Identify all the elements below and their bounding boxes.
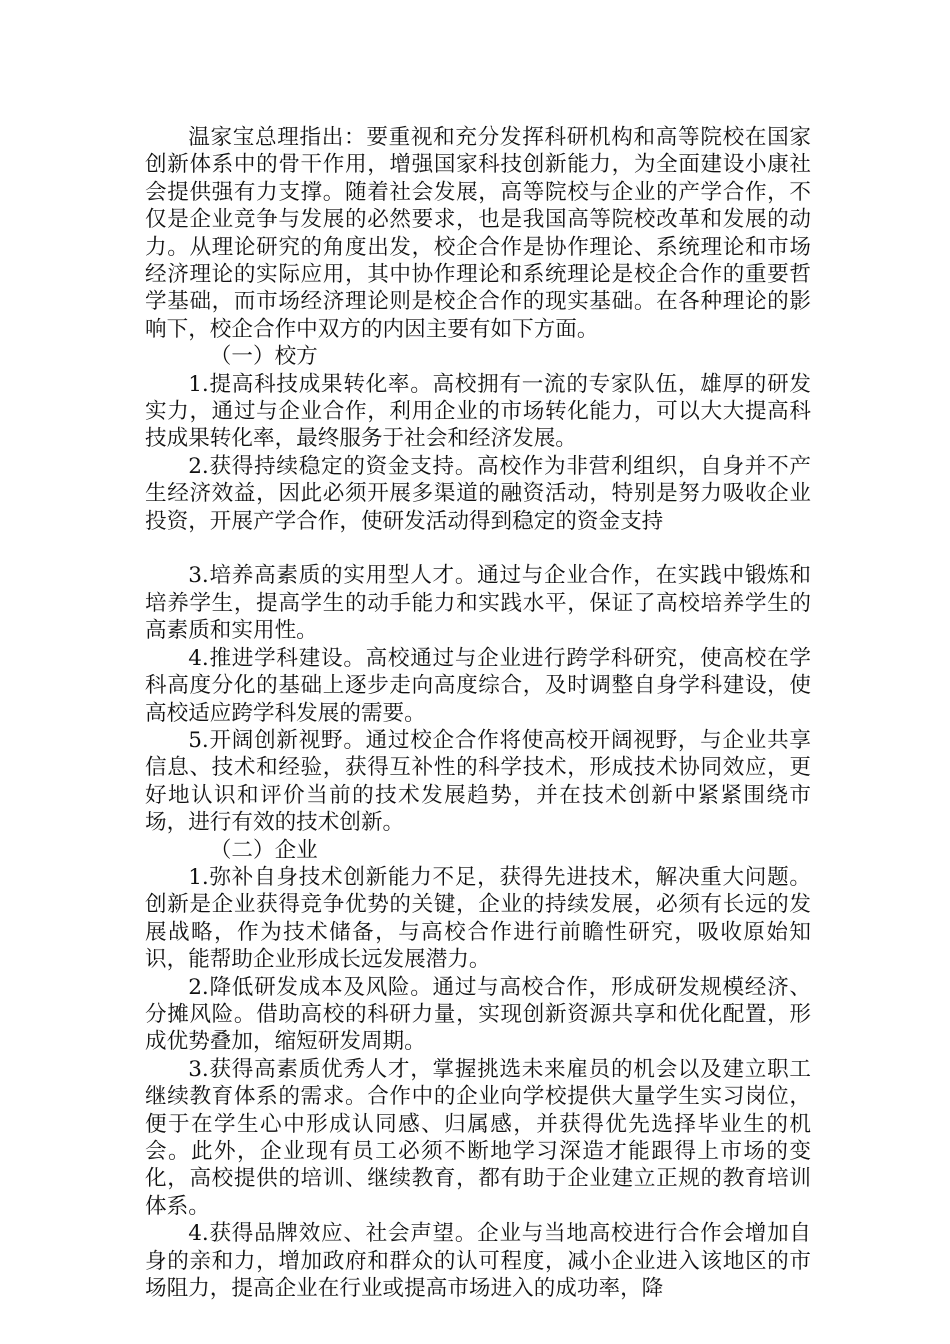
enterprise-item-4: 4.获得品牌效应、社会声望。企业与当地高校进行合作会增加自身的亲和力，增加政府和群众的认可程度，减小企业进入该地区的市场阻力，提高企业在行业或提高市场进入的成功率，降 [145,1221,811,1302]
section-heading-enterprise: （二）企业 [209,837,318,863]
intro-paragraph: 温家宝总理指出：要重视和充分发挥科研机构和高等院校在国家创新体系中的骨干作用，增强国家科技创新能力，为全面建设小康社会提供强有力支撑。随着社会发展，高等院校与企业的产学合作，不仅是企业竞争与发展的必然要求，也是我国高等院校改革和发展的动力。从理论研究的角度出发，校企合作是协作理论、系统理论和市场经济理论的实际应用，其中协作理论和系统理论是校企合作的重要哲学基础，而市场经济理论则是校企合作的现实基础。在各种理论的影响下，校企合作中双方的内因主要有如下方面。 [145,125,811,342]
section-heading-school: （一）校方 [209,344,318,370]
enterprise-item-1: 1.弥补自身技术创新能力不足，获得先进技术，解决重大问题。创新是企业获得竞争优势的关键，企业的持续发展，必须有长远的发展战略，作为技术储备，与高校合作进行前瞻性研究，吸收原始知识，能帮助企业形成长远发展潜力。 [145,864,811,973]
school-item-1: 1.提高科技成果转化率。高校拥有一流的专家队伍，雄厚的研发实力，通过与企业合作，利用企业的市场转化能力，可以大大提高科技成果转化率，最终服务于社会和经济发展。 [145,371,811,452]
school-item-4: 4.推进学科建设。高校通过与企业进行跨学科研究，使高校在学科高度分化的基础上逐步走向高度综合，及时调整自身学科建设，使高校适应跨学科发展的需要。 [145,645,811,726]
document-body [145,124,811,1302]
enterprise-item-2: 2.降低研发成本及风险。通过与高校合作，形成研发规模经济、分摊风险。借助高校的科研力量，实现创新资源共享和优化配置，形成优势叠加，缩短研发周期。 [145,974,811,1055]
school-item-5: 5.开阔创新视野。通过校企合作将使高校开阔视野，与企业共享信息、技术和经验，获得互补性的科学技术，形成技术协同效应，更好地认识和评价当前的技术发展趋势，并在技术创新中紧紧围绕市场，进行有效的技术创新。 [145,727,811,836]
enterprise-item-3: 3.获得高素质优秀人才，掌握挑选未来雇员的机会以及建立职工继续教育体系的需求。合作中的企业向学校提供大量学生实习岗位，便于在学生心中形成认同感、归属感，并获得优先选择毕业生的机会。此外，企业现有员工必须不断地学习深造才能跟得上市场的变化，高校提供的培训、继续教育，都有助于企业建立正规的教育培训体系。 [145,1056,811,1219]
school-item-3: 3.培养高素质的实用型人才。通过与企业合作，在实践中锻炼和培养学生，提高学生的动手能力和实践水平，保证了高校培养学生的高素质和实用性。 [145,563,811,644]
school-item-2: 2.获得持续稳定的资金支持。高校作为非营利组织，自身并不产生经济效益，因此必须开展多渠道的融资活动，特别是努力吸收企业投资，开展产学合作，使研发活动得到稳定的资金支持 [145,453,811,534]
